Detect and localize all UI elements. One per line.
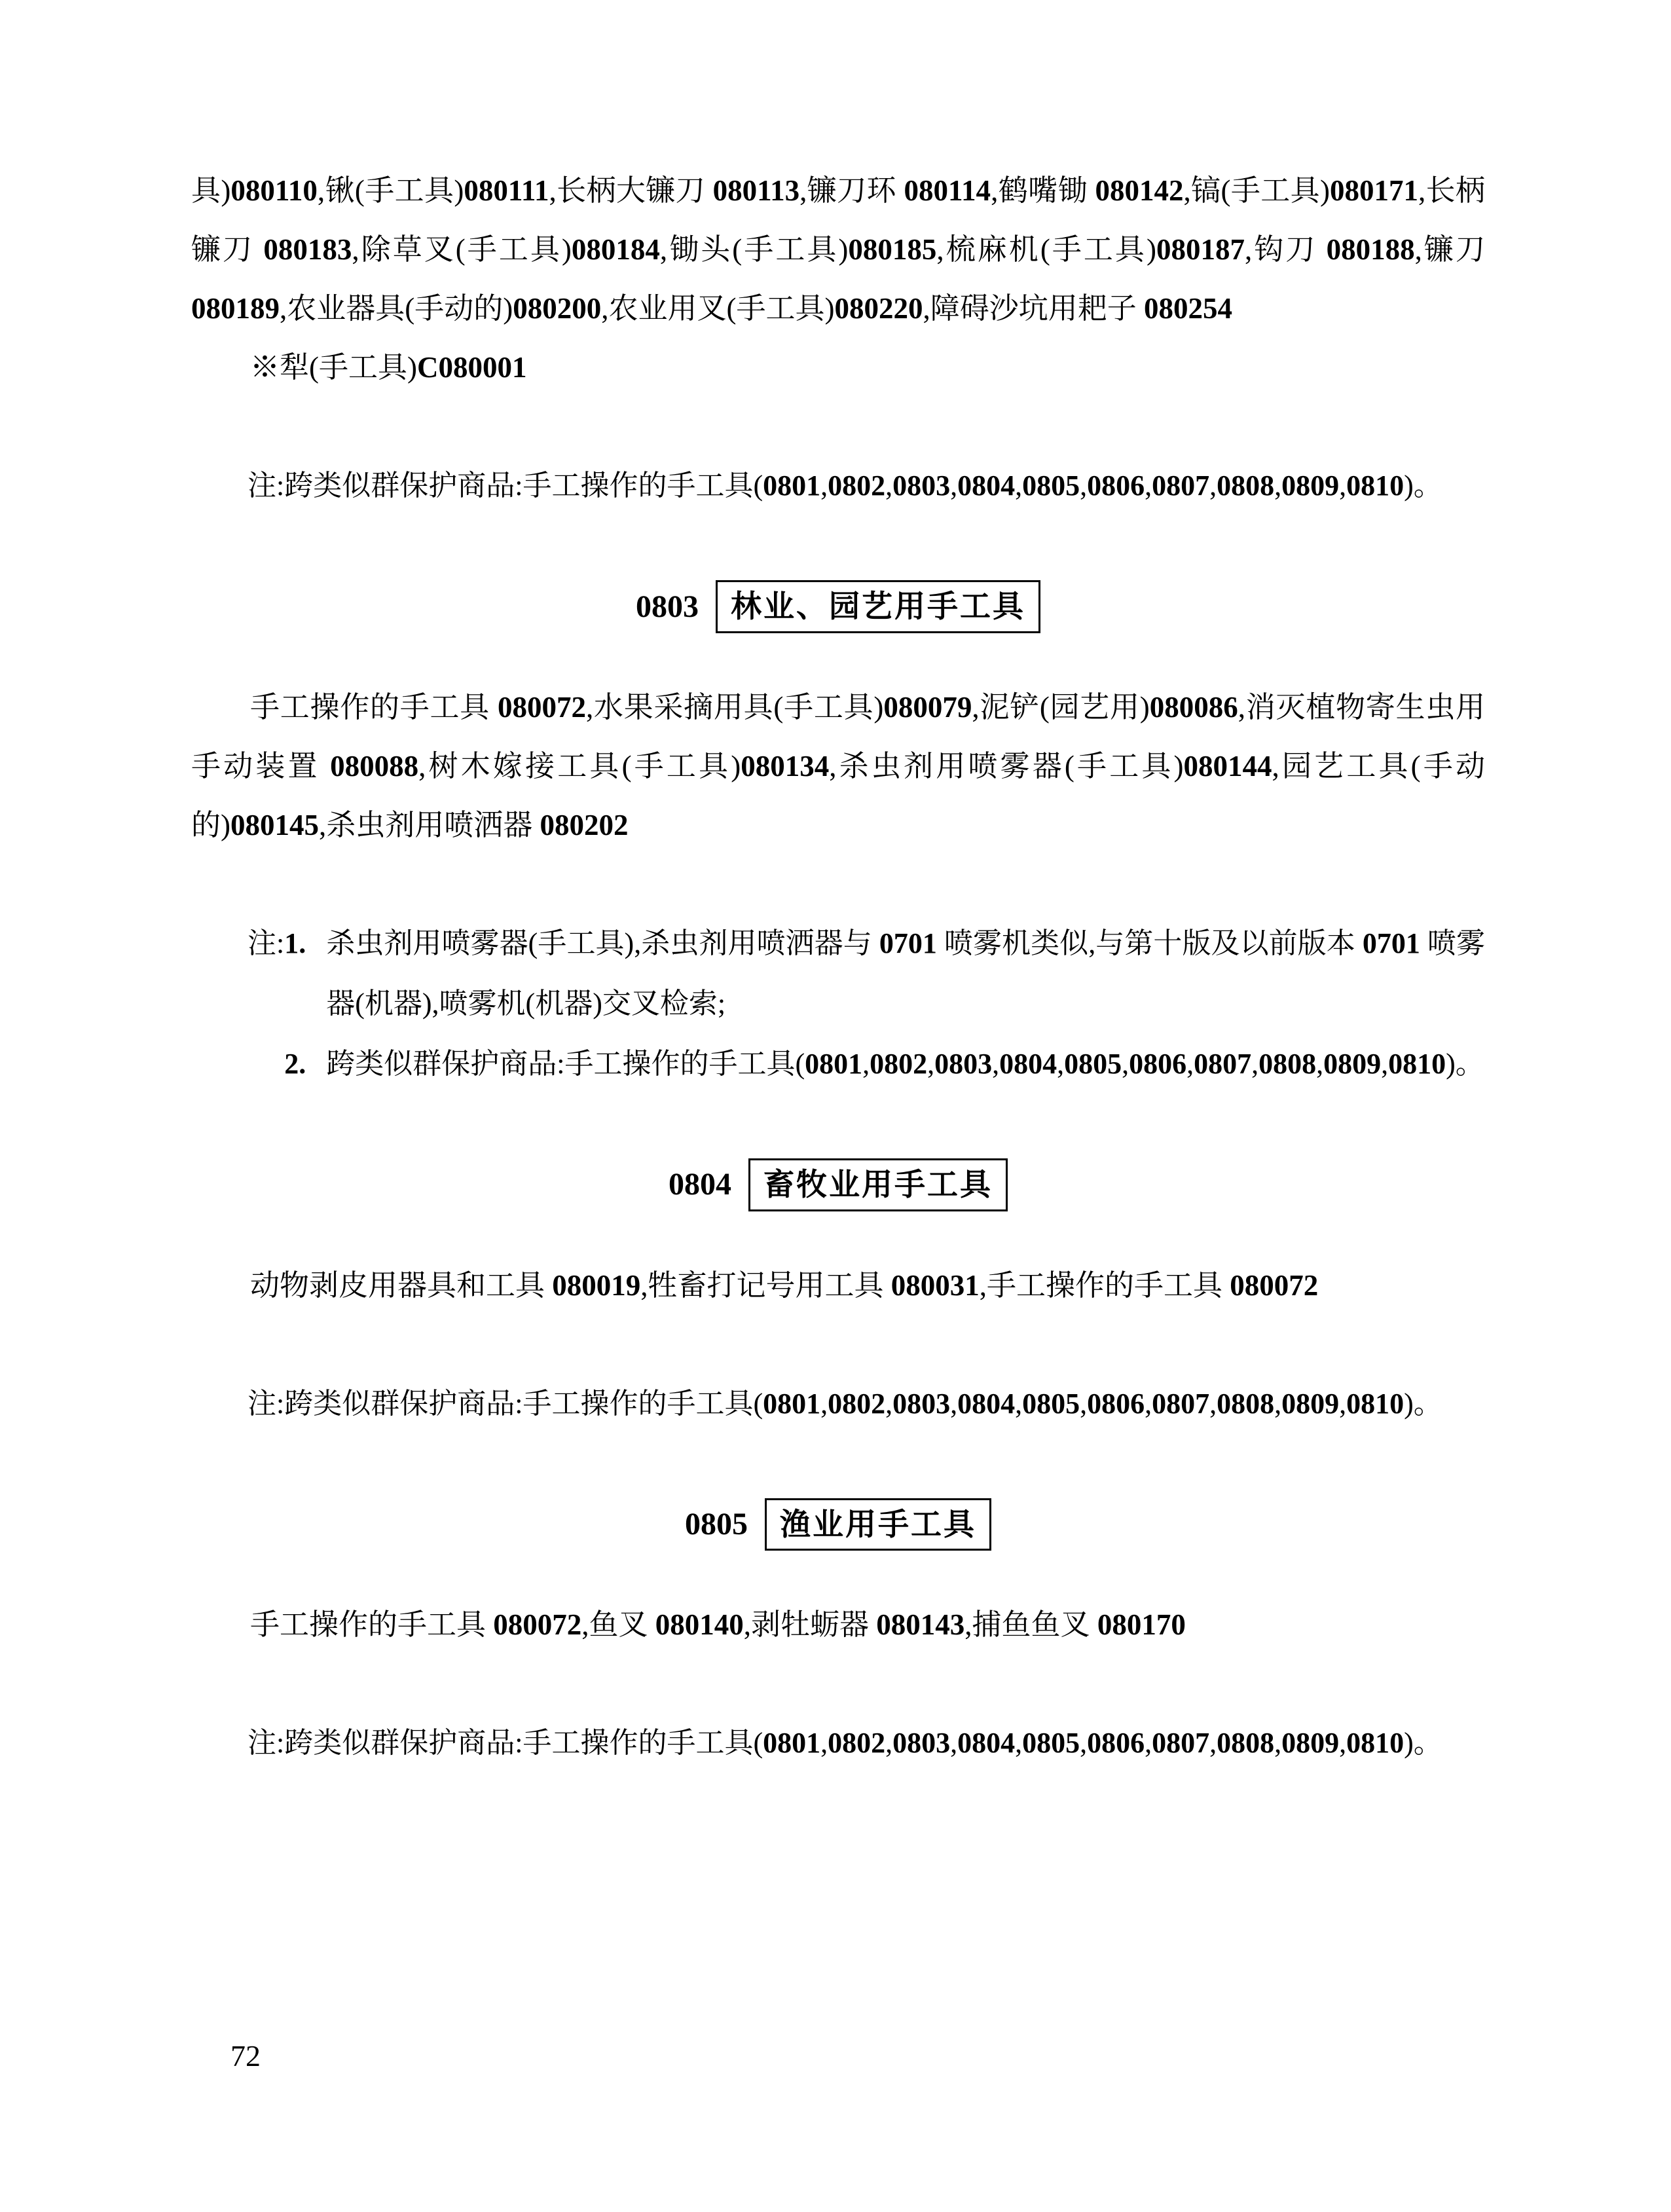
note-item-number: 2. [284, 1047, 306, 1080]
section-heading-0803 [191, 580, 1485, 633]
note-item-text: 跨类似群保护商品:手工操作的手工具(0801,0802,0803,0804,0805,0806,0807,0808,0809,0810)。 [326, 1047, 1484, 1080]
note-text: 跨类似群保护商品:手工操作的手工具(0801,0802,0803,0804,0805,0806,0807,0808,0809,0810)。 [284, 1387, 1442, 1420]
note-block-livestock [248, 1374, 1485, 1434]
section-title-box-0804: 畜牧业用手工具 [748, 1158, 1008, 1211]
note-block-agriculture [248, 456, 1485, 516]
note-item-text: 杀虫剂用喷雾器(手工具),杀虫剂用喷洒器与 0701 喷雾机类似,与第十版及以前版本 0701 喷雾器(机器),喷雾机(机器)交叉检索; [326, 927, 1485, 1020]
paragraph-forestry-goods-list: 手工操作的手工具 080072,水果采摘用具(手工具)080079,泥铲(园艺用)080086,消灭植物寄生虫用手动装置 080088,树木嫁接工具(手工具)080134,杀虫剂用喷雾器(手工具)080144,园艺工具(手动的)080145,杀虫剂用喷洒器 080202 [191, 690, 1485, 841]
section-heading-0804 [191, 1158, 1485, 1211]
note-text: 跨类似群保护商品:手工操作的手工具(0801,0802,0803,0804,0805,0806,0807,0808,0809,0810)。 [284, 470, 1442, 502]
section-code-0804: 0804 [669, 1167, 731, 1202]
note-label: 注: [248, 927, 285, 959]
section-title-box-0805: 渔业用手工具 [765, 1498, 991, 1551]
note-item-number: 1. [284, 927, 306, 959]
page-content [191, 161, 1485, 1773]
paragraph-agriculture-goods-list: 具)080110,锹(手工具)080111,长柄大镰刀 080113,镰刀环 080114,鹤嘴锄 080142,镐(手工具)080171,长柄镰刀 080183,除草叉(手工具)080184,锄头(手工具)080185,梳麻机(手工具)080187,钩刀 080188,镰刀 080189,农业器具(手动的)080200,农业用叉(手工具)080220,障碍沙坑用耙子 080254 [191, 174, 1485, 325]
section-code-0803: 0803 [636, 589, 699, 624]
note-item-1 [284, 913, 1485, 1034]
note-text: 跨类似群保护商品:手工操作的手工具(0801,0802,0803,0804,0805,0806,0807,0808,0809,0810)。 [284, 1727, 1442, 1760]
starred-item-line: ※犁(手工具)C080001 [250, 351, 527, 384]
paragraph-fishery-goods-list: 手工操作的手工具 080072,鱼叉 080140,剥牡蛎器 080143,捕鱼鱼叉 080170 [250, 1608, 1186, 1642]
note-list [284, 913, 1485, 1094]
note-label: 注: [248, 1727, 285, 1760]
page-number: 72 [230, 2039, 261, 2073]
section-title-box-0803: 林业、园艺用手工具 [716, 580, 1040, 633]
note-label: 注: [248, 470, 285, 502]
paragraph-livestock-goods-list: 动物剥皮用器具和工具 080019,牲畜打记号用工具 080031,手工操作的手工具 080072 [250, 1268, 1319, 1302]
section-code-0805: 0805 [685, 1507, 748, 1542]
note-item-2 [284, 1034, 1485, 1094]
section-heading-0805 [191, 1498, 1485, 1551]
note-block-forestry [248, 913, 1485, 1094]
note-block-fishery [248, 1713, 1485, 1773]
note-label: 注: [248, 1387, 285, 1420]
